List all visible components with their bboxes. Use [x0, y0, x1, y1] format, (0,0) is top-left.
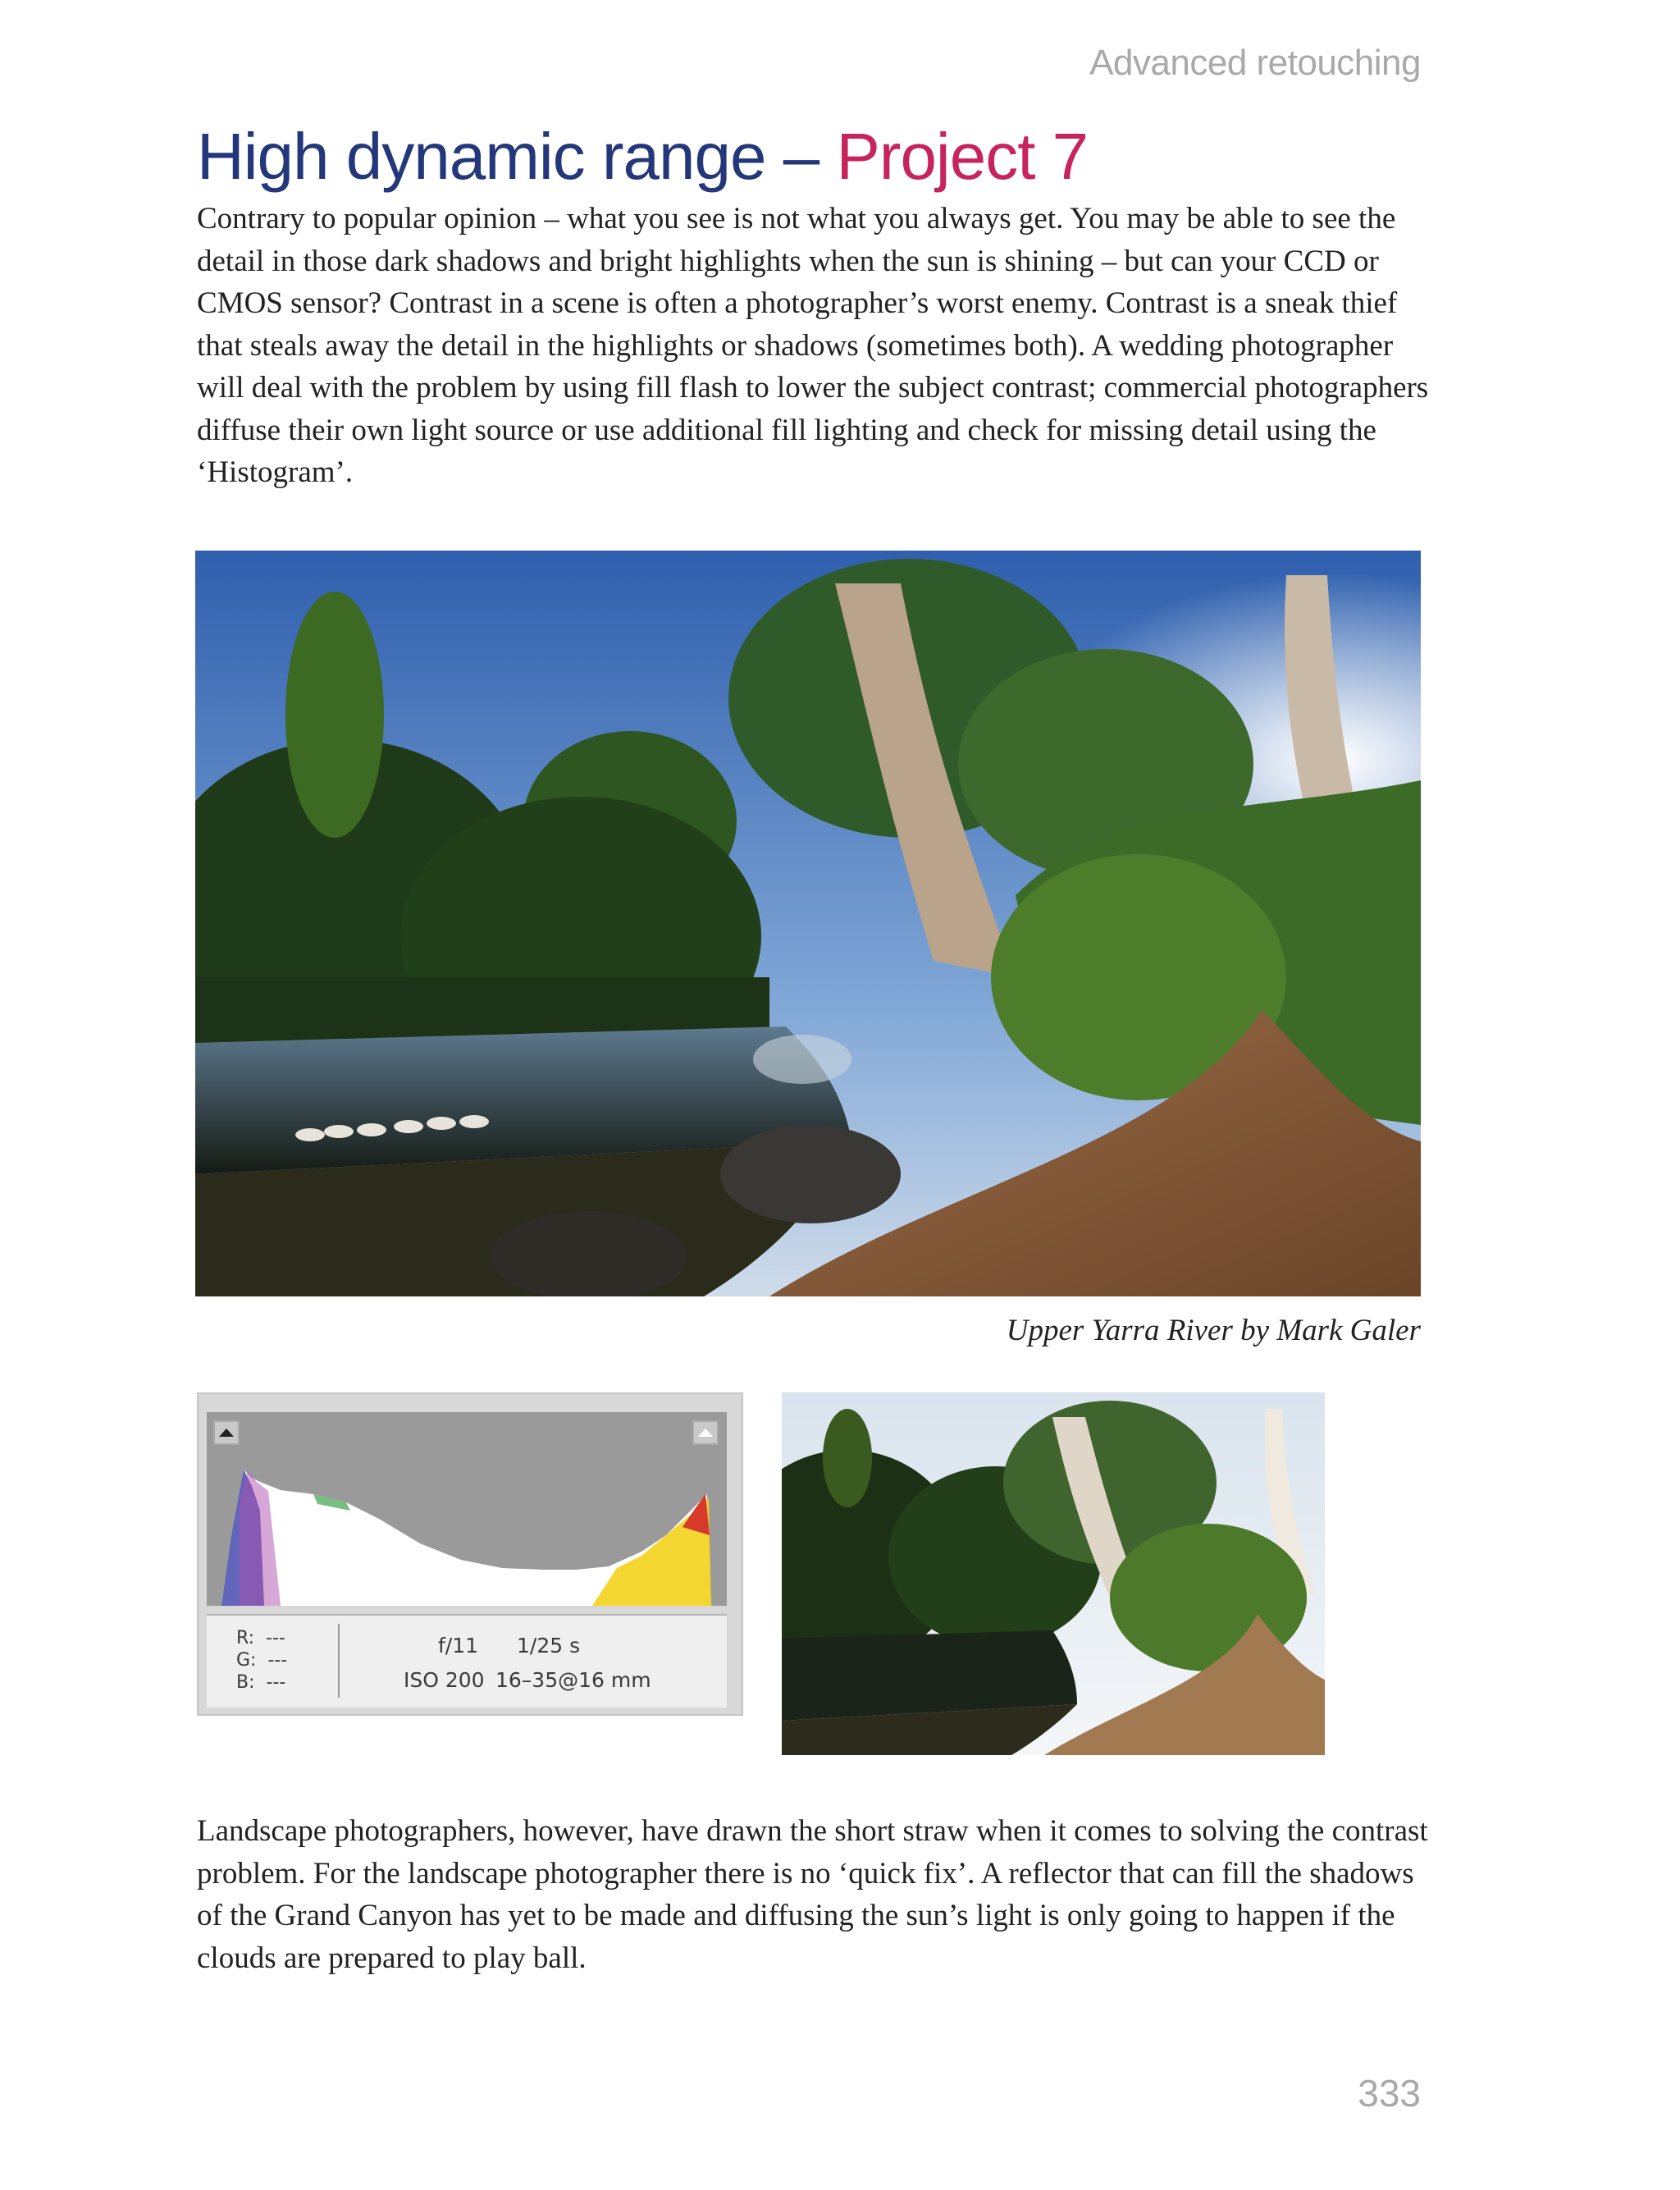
aperture-value: f/11	[438, 1634, 479, 1657]
highlight-clipping-warning-button[interactable]	[692, 1420, 719, 1445]
info-divider	[338, 1624, 340, 1698]
histogram-plot	[207, 1412, 727, 1606]
r-readout: R: ---	[236, 1628, 285, 1648]
shadow-clipping-warning-button[interactable]	[213, 1420, 240, 1445]
page-title	[197, 120, 1088, 194]
title-accent: Project 7	[836, 120, 1089, 193]
rgb-readout	[236, 1627, 287, 1694]
river-landscape-thumbnail	[782, 1392, 1325, 1755]
lens-value: 16–35@16 mm	[495, 1668, 651, 1692]
iso-value: ISO 200	[404, 1668, 485, 1692]
photo-caption: Upper Yarra River by Mark Galer	[1006, 1314, 1421, 1347]
intro-paragraph: Contrary to popular opinion – what you see is not what you always get. You may be able to see the detail in those dark shadows and bright highlights when the sun is shining – but can your CCD or CMOS sensor? Contrast in a scene is often a photographer’s worst enemy. Contrast is a sneak thief that steals away the detail in the highlights or shadows (sometimes both). A wedding photographer will deal with the problem by using fill flash to lower the subject contrast; commercial photographers diffuse their own light source or use additional fill lighting and check for missing detail using the ‘Histogram’.	[197, 202, 1429, 489]
b-readout: B: ---	[236, 1672, 286, 1693]
shutter-value: 1/25 s	[517, 1634, 581, 1657]
outro-paragraph: Landscape photographers, however, have drawn the short straw when it comes to solving the contrast problem. For the landscape photographer there is no ‘quick fix’. A reflector that can fill the shadows of the Grand Canyon has yet to be made and diffusing the sun’s light is only going to happen if the clouds are prepared to play ball.	[197, 1814, 1428, 1975]
title-main: High dynamic range –	[197, 120, 837, 193]
shadow-warning-icon	[219, 1429, 234, 1437]
highlight-warning-icon	[698, 1429, 713, 1437]
histogram-info	[207, 1614, 727, 1708]
histogram-panel	[197, 1392, 743, 1716]
running-head: Advanced retouching	[1089, 43, 1421, 83]
page-number: 333	[1358, 2072, 1421, 2115]
river-landscape-photo	[195, 551, 1421, 1296]
g-readout: G: ---	[236, 1650, 288, 1671]
